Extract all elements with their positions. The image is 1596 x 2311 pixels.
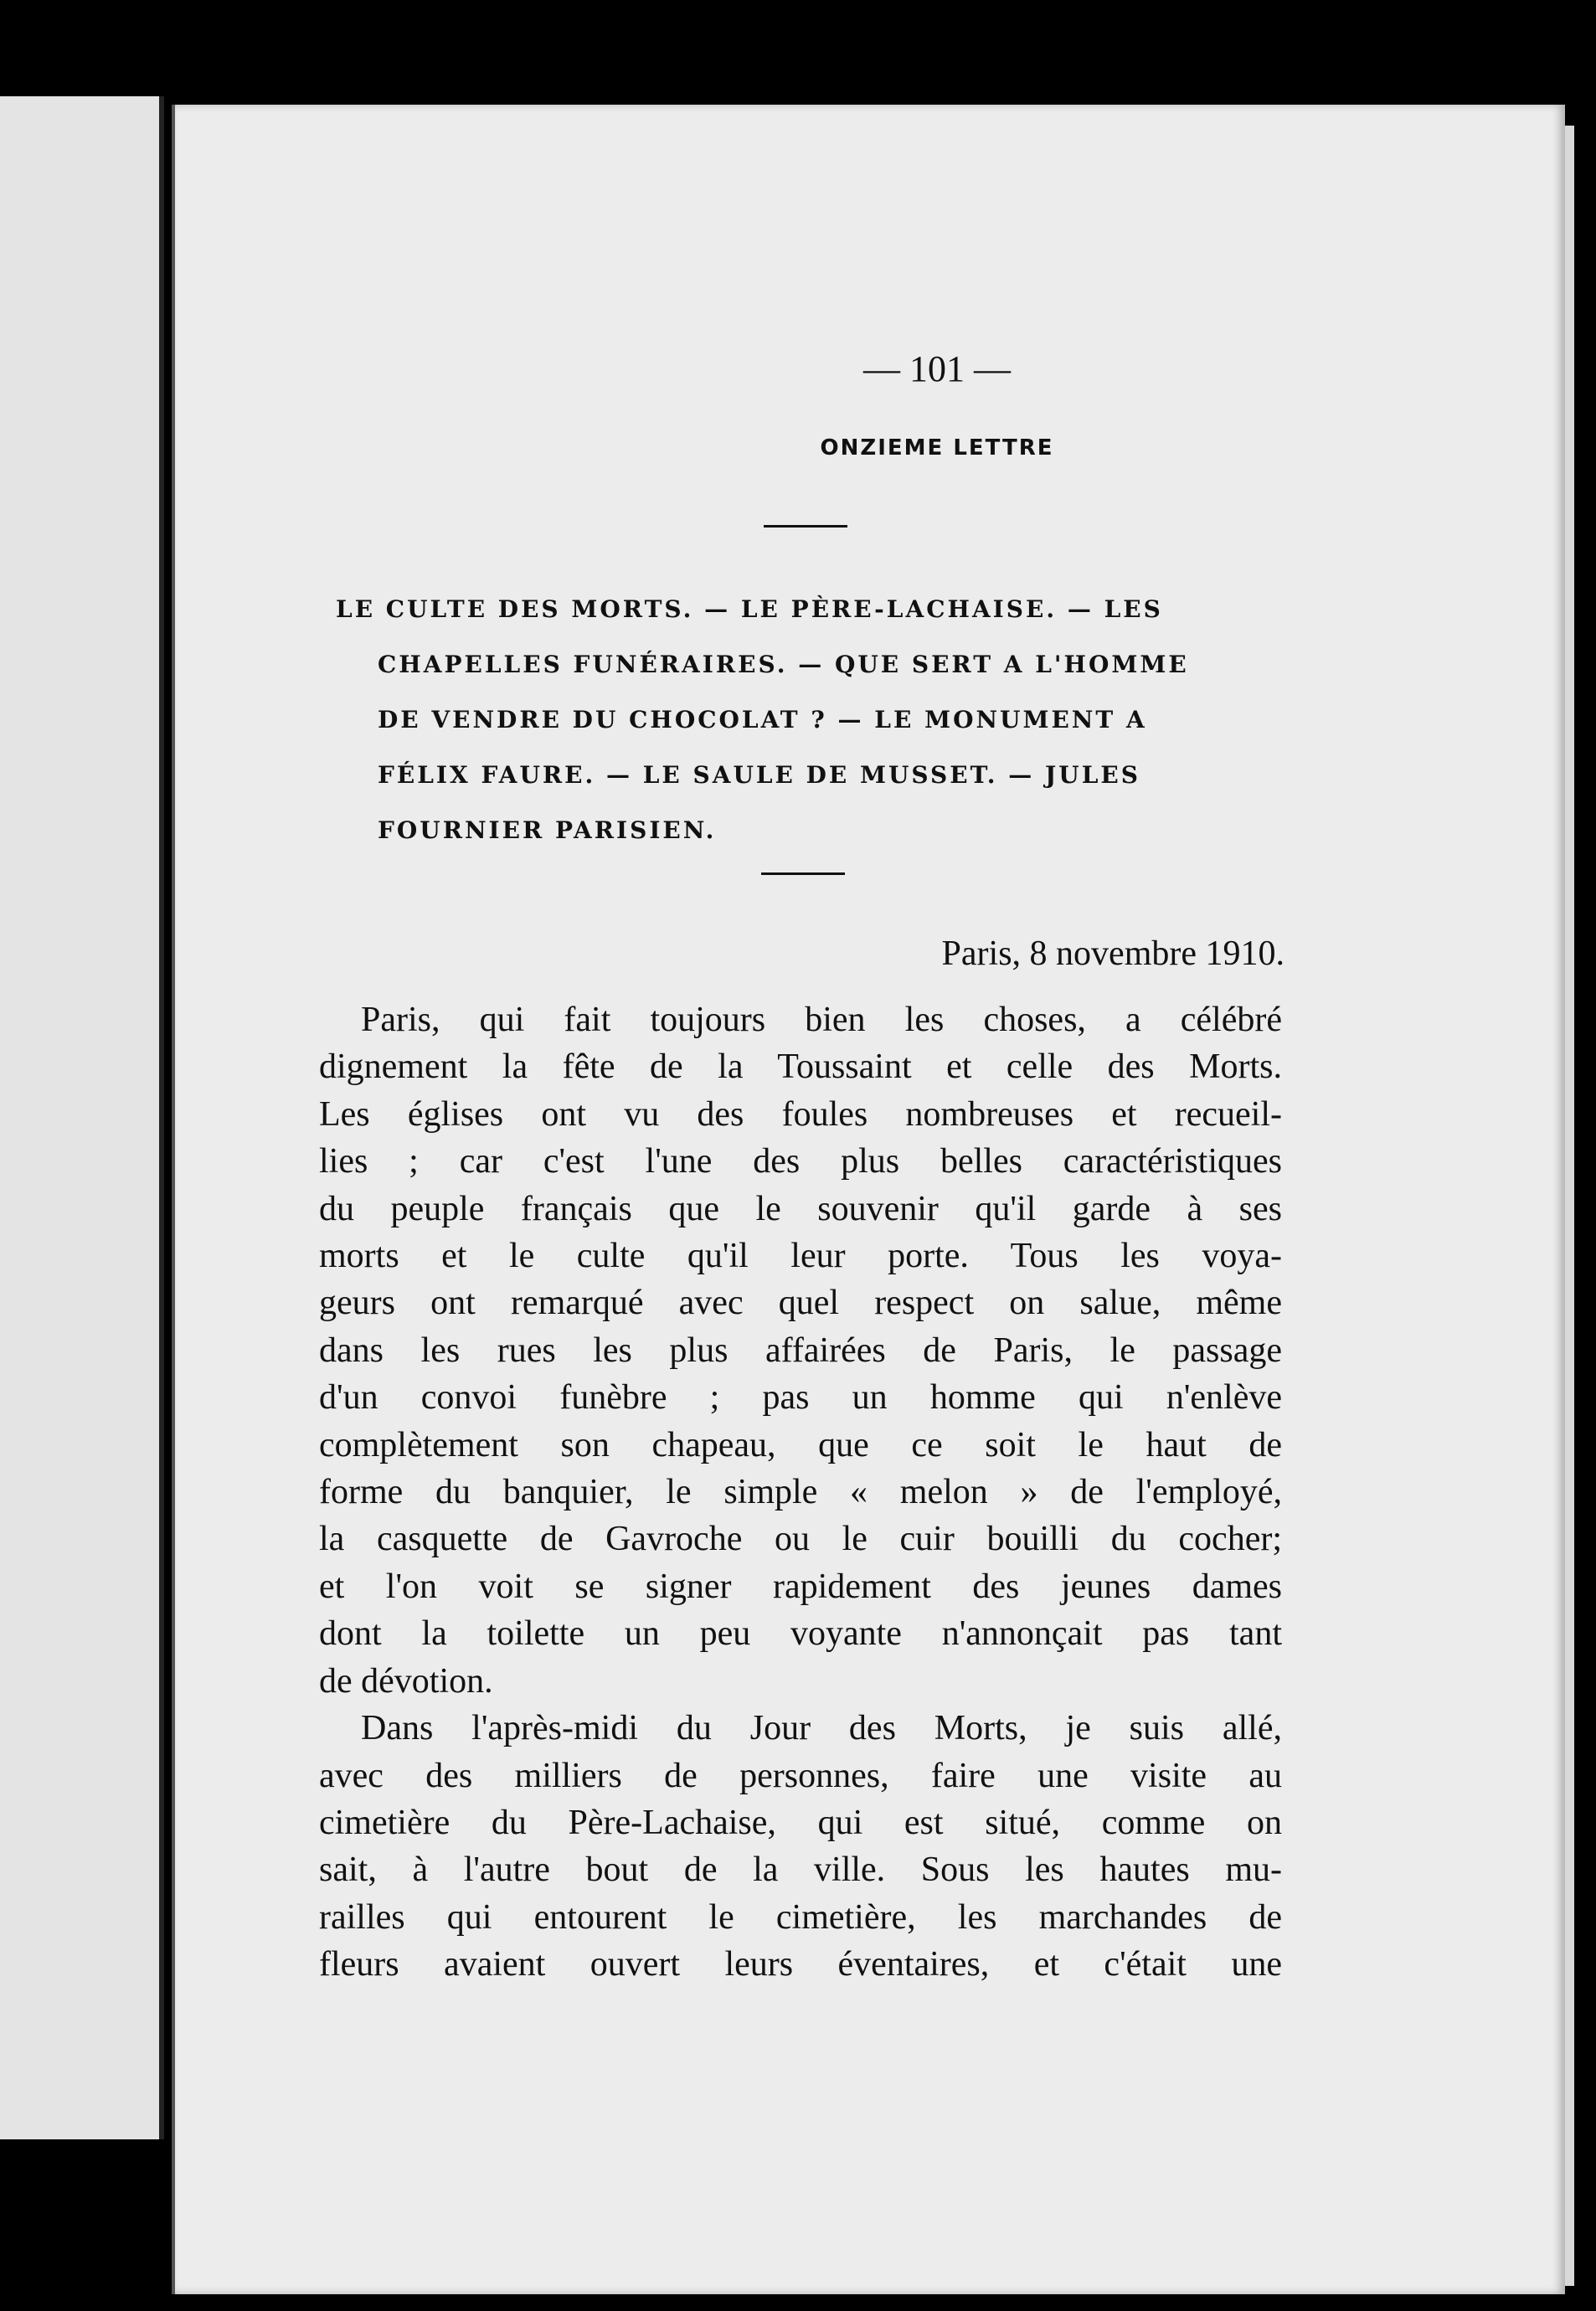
text-line: cimetière du Père-Lachaise, qui est situé, comme on [319, 1803, 1282, 1842]
summary-line: FOURNIER PARISIEN. [378, 816, 717, 844]
text-line: sait, à l'autre bout de la ville. Sous les hautes mu- [319, 1850, 1282, 1890]
text-line: geurs ont remarqué avec quel respect on salue, même [319, 1284, 1282, 1323]
text-line: fleurs avaient ouvert leurs éventaires, et c'était une [319, 1945, 1282, 1984]
text-line: morts et le culte qu'il leur porte. Tous les voya- [319, 1237, 1282, 1276]
summary-line: FÉLIX FAURE. — LE SAULE DE MUSSET. — JULES [378, 761, 1140, 789]
summary-line: DE VENDRE DU CHOCOLAT ? — LE MONUMENT A [378, 706, 1147, 733]
summary-line: CHAPELLES FUNÉRAIRES. — QUE SERT A L'HOMME [378, 651, 1189, 678]
paragraph-2 [319, 1705, 1282, 1988]
text-line: lies ; car c'est l'une des plus belles caractéristiques [319, 1142, 1282, 1181]
text-line: d'un convoi funèbre ; pas un homme qui n'enlève [319, 1378, 1282, 1418]
chapter-summary [336, 582, 1282, 858]
text-line: du peuple français que le souvenir qu'il garde à ses [319, 1189, 1282, 1228]
divider-rule-bottom [761, 872, 845, 875]
text-line: dans les rues les plus affairées de Paris, le passage [319, 1330, 1282, 1370]
text-line: dont la toilette un peu voyante n'annonçait pas tant [319, 1614, 1282, 1654]
page-number: — 101 — [863, 348, 1011, 389]
text-line: Paris, qui fait toujours bien les choses, a célébré [361, 1001, 1282, 1039]
text-line: railles qui entourent le cimetière, les marchandes de [319, 1897, 1282, 1937]
letter-heading: ONZIEME LETTRE [820, 435, 1054, 461]
text-line: Dans l'après-midi du Jour des Morts, je suis allé, [361, 1709, 1282, 1748]
text-line: et l'on voit se signer rapidement des jeunes dames [319, 1567, 1282, 1606]
text-line: forme du banquier, le simple « melon » de l'employé, [319, 1473, 1282, 1512]
text-line: la casquette de Gavroche ou le cuir bouilli du cocher; [319, 1520, 1282, 1559]
body-text [319, 996, 1282, 1989]
dateline: Paris, 8 novembre 1910. [941, 934, 1285, 973]
text-line: Les églises ont vu des foules nombreuses et recueil- [319, 1094, 1282, 1134]
divider-rule-top [764, 525, 847, 528]
summary-line: LE CULTE DES MORTS. — LE PÈRE-LACHAISE. — LES [336, 595, 1163, 623]
text-line: avec des milliers de personnes, faire une visite au [319, 1756, 1282, 1795]
book-page [172, 105, 1565, 2294]
paragraph-1 [319, 996, 1282, 1705]
previous-page-edge [0, 96, 164, 2139]
text-line: dignement la fête de la Toussaint et celle des Morts. [319, 1047, 1282, 1087]
text-line: complètement son chapeau, que ce soit le haut de [319, 1425, 1282, 1464]
text-line: de dévotion. [319, 1661, 493, 1701]
